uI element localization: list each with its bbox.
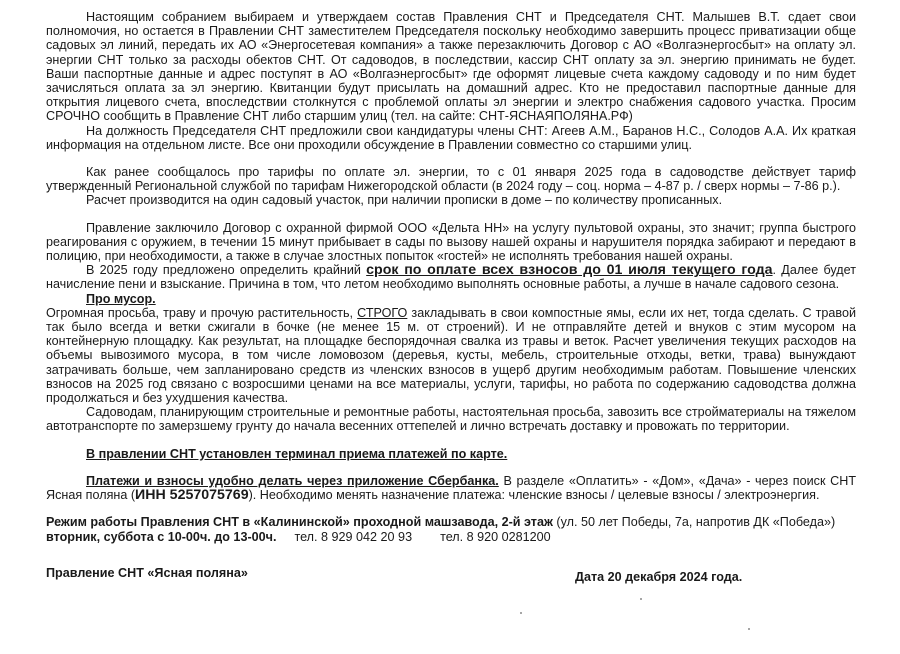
office-location: Режим работы Правления СНТ в «Калининской» проходной машзавода, 2-й этаж <box>46 515 553 530</box>
phone-2: тел. 8 920 0281200 <box>440 529 551 544</box>
trash-rest: закладывать в свои компостные ямы, если их нет, тогда сделать. С травой так было всегда и ветки сжигали в бочке (не менее 15 м. от строений). И не отправляйте детей и внуков с этим мусором на контейнерную площадку. Как результат, на площадке беспорядочная свалка из травы и веток. Расчет увеличения текущих расходов на объемы вывозимого мусора, в том числе ломовозом (деревья, кусты, мебель, строительные отходы, ветки, трава) вынуждают затрачивать больше, чем запланировано средств из членских взносов в ущерб другим необходимым работам. Повышение членских взносов на 2025 год связано с возросшими ценами на все материалы, услуги, тарифы, но работа по содержанию садоводства должна продолжаться и без ухудшения качества. <box>46 305 856 406</box>
sberbank-instructions: В разделе «Оплатить» - «Дом», «Дача» - через поиск СНТ Ясная поляна ( <box>46 473 857 503</box>
board-signature: Правление СНТ «Ясная поляна» <box>46 566 248 580</box>
paragraph-trash <box>46 306 856 405</box>
notice-document <box>46 10 856 544</box>
paragraph-sberbank-payment <box>46 474 856 502</box>
deadline-highlight: срок по оплате всех взносов до 01 июля текущего года <box>366 262 773 279</box>
sberbank-heading: Платежи и взносы удобно делать через приложение Сбербанка. <box>86 473 499 488</box>
paragraph-tariffs: Как ранее сообщалось про тарифы по оплате эл. энергии, то с 01 января 2025 года в садоводстве действует тариф утвержденный Региональной службой по тарифам Нижегородской области (в 2024 году – соц. норма – 4-87 р. / сверх нормы – 7-86 р.). <box>46 165 856 194</box>
phone-1: тел. 8 929 042 20 93 <box>294 529 413 544</box>
paragraph-office-hours <box>46 515 856 529</box>
scan-speck <box>640 598 642 600</box>
office-schedule-line <box>46 530 856 544</box>
trash-heading-line <box>46 292 856 306</box>
trash-intro: Огромная просьба, траву и прочую растительность, <box>46 305 358 320</box>
paragraph-security-contract: Правление заключило Договор с охранной фирмой ООО «Дельта НН» на услугу пультовой охраны, это значит; группа быстрого реагирования с оружием, в течении 15 минут прибывает в сады по вызову нашей охраны и нарушителя порядка забирают и передают в полицию, при необходимости, а также в случае злостных попыток «гостей» не исполнять требования нашей охраны. <box>46 220 856 264</box>
document-date: Дата 20 декабря 2024 года. <box>575 570 743 584</box>
office-schedule: вторник, суббота с 10-00ч. до 13-00ч. <box>46 529 277 544</box>
paragraph-construction: Садоводам, планирующим строительные и ремонтные работы, настоятельная просьба, завозить все стройматериалы на тяжелом автотранспорте по замерзшему грунту до начала весенних оттепелей и лично встречать доставку и провожать по территории. <box>46 405 856 434</box>
scan-speck <box>748 628 750 630</box>
trash-heading: Про мусор. <box>86 291 156 306</box>
paragraph-calculation: Расчет производится на один садовый участок, при наличии прописки в доме – по количеству прописанных. <box>86 193 723 208</box>
inn-number: ИНН 5257075769 <box>135 487 249 504</box>
deadline-intro: В 2025 году предложено определить крайний <box>86 263 367 278</box>
paragraph-chair-candidates: На должность Председателя СНТ предложили свои кандидатуры члены СНТ: Агеев А.М., Баранов Н.С., Солодов А.А. Их краткая информация на отдельном листе. Все они проходили обсуждение в Правлении совместно со старшими улиц. <box>46 123 856 152</box>
office-address: (ул. 50 лет Победы, 7а, напротив ДК «Победа») <box>552 515 836 530</box>
paragraph-payment-deadline <box>46 263 856 291</box>
scan-speck <box>520 612 522 614</box>
terminal-line <box>46 447 856 461</box>
terminal-note: В правлении СНТ установлен терминал приема платежей по карте. <box>86 446 508 461</box>
payment-purpose: ). Необходимо менять назначение платежа: членские взносы / целевые взносы / электроэнергия. <box>248 488 820 503</box>
trash-strict-word: СТРОГО <box>357 305 408 320</box>
paragraph-board-election: Настоящим собранием выбираем и утверждаем состав Правления СНТ и Председателя СНТ. Малышев В.Т. сдает свои полномочия, но остается в Правлении СНТ заместителем Председателя поскольку необходимо завершить процесс приватизации обще садовых эл линий, передать их АО «Энергосетевая компания» а также перезаключить Договор с АО «Волгаэнергосбыт» на оплату эл. энергии СНТ только за расходы обектов СНТ. От садоводов, в последствии, кассир СНТ оплату за эл. энергию принимать не будет. Ваши паспортные данные и адрес поступят в АО «Волгаэнергосбыт» где оформят лицевые счета каждому садоводу и по ним будет зачисляться оплата за эл энергию. Квитанции будут присылать на домашний адрес. Кто не предоставил паспортные данные для открытия лицевого счета, впоследствии столкнутся с проблемой оплаты эл энергии и электро снабжения садового участка. Просим СРОЧНО сообщить в Правление СНТ либо старшим улиц (тел. на сайте: СНТ-ЯСНАЯПОЛЯНА.РФ) <box>46 10 856 124</box>
deadline-rest: . Далее будет начисление пени и взыскание. Причина в том, что летом необходимо выполнять основные работы, а лучше в начале садового сезона. <box>46 263 856 292</box>
